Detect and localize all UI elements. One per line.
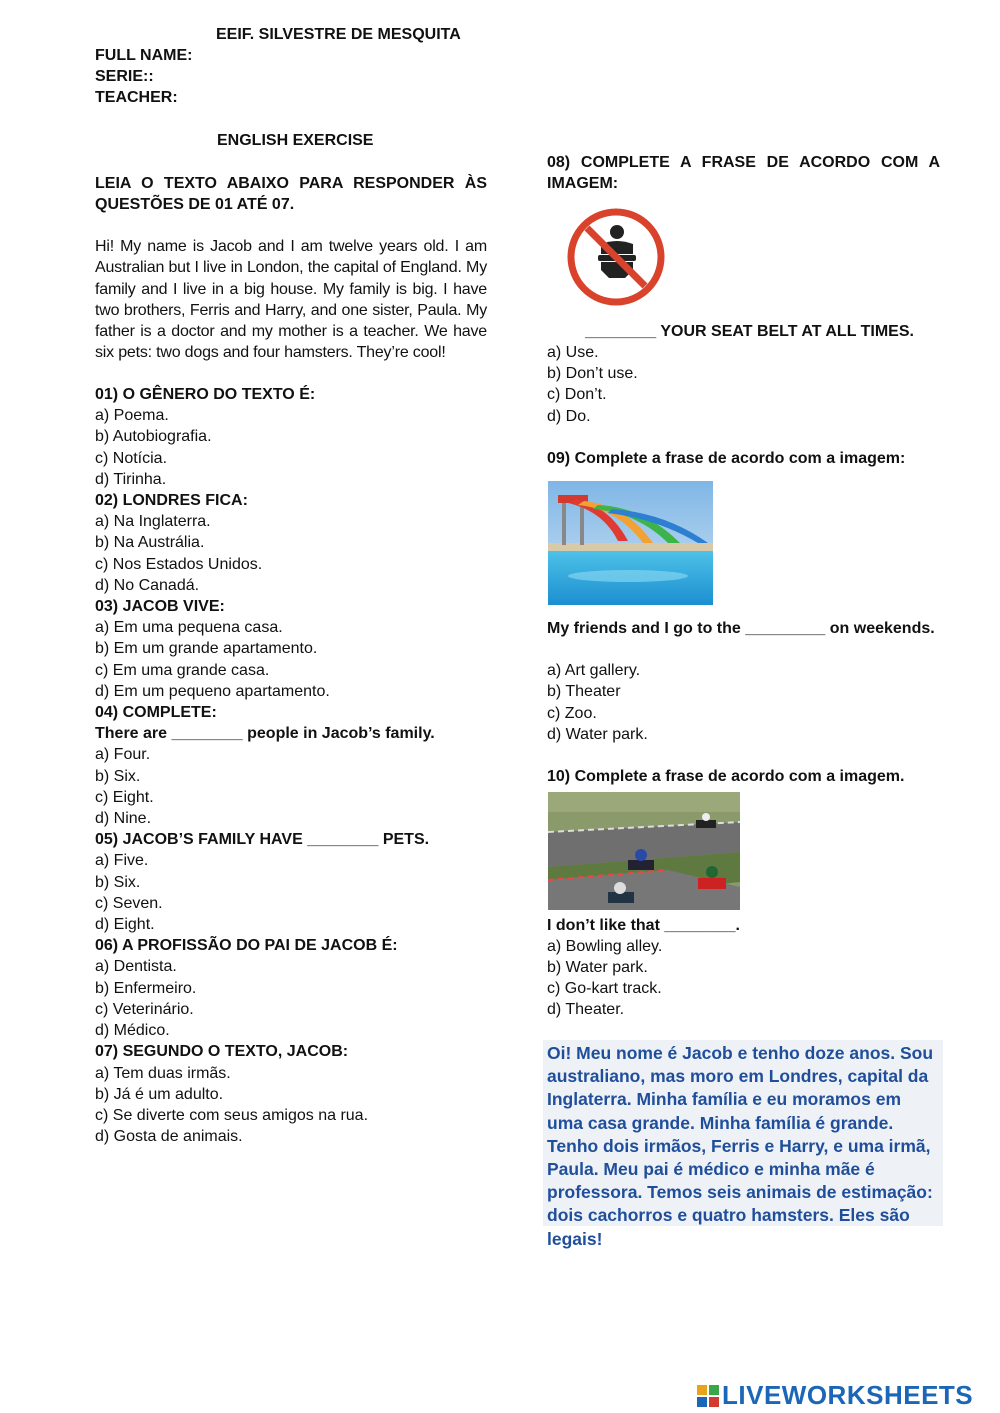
question-10-title: 10) Complete a frase de acordo com a imagem. — [547, 768, 905, 785]
question-prompt: There are ________ people in Jacob’s family. — [95, 725, 435, 743]
option[interactable]: a) Bowling alley. — [547, 938, 663, 955]
question-09-prompt: My friends and I go to the _________ on weekends. — [547, 620, 935, 637]
option[interactable]: c) Don’t. — [547, 386, 607, 403]
liveworksheets-logo[interactable] — [697, 1380, 973, 1411]
option[interactable]: c) Veterinário. — [95, 1000, 194, 1018]
question-09-title: 09) Complete a frase de acordo com a imagem: — [547, 450, 906, 467]
option[interactable]: a) Tem duas irmãs. — [95, 1064, 231, 1082]
option[interactable]: c) Seven. — [95, 894, 163, 912]
question-title: 05) JACOB’S FAMILY HAVE ________ PETS. — [95, 831, 430, 849]
question-10-prompt: I don’t like that ________. — [547, 917, 740, 934]
option[interactable]: a) Art gallery. — [547, 662, 641, 679]
question-01 — [95, 384, 495, 490]
option[interactable]: d) No Canadá. — [95, 576, 200, 594]
question-08-prompt: ________ YOUR SEAT BELT AT ALL TIMES. — [585, 323, 914, 340]
option[interactable]: c) Zoo. — [547, 705, 597, 722]
question-title: 02) LONDRES FICA: — [95, 492, 248, 510]
logo-text: LIVEWORKSHEETS — [722, 1380, 974, 1410]
question-title: 01) O GÊNERO DO TEXTO É: — [95, 386, 316, 403]
option[interactable]: d) Tirinha. — [95, 470, 167, 488]
liveworksheets-logo-icon — [697, 1383, 719, 1405]
option[interactable]: a) Five. — [95, 852, 149, 870]
option[interactable]: b) Don’t use. — [547, 365, 638, 382]
left-questions — [95, 384, 495, 1147]
option[interactable]: d) Em um pequeno apartamento. — [95, 682, 330, 700]
go-kart-track-image — [548, 792, 740, 910]
school-name: EEIF. SILVESTRE DE MESQUITA — [216, 26, 461, 43]
option[interactable]: c) Se diverte com seus amigos na rua. — [95, 1106, 369, 1124]
question-title: 07) SEGUNDO O TEXTO, JACOB: — [95, 1043, 349, 1061]
question-title: 04) COMPLETE: — [95, 704, 217, 722]
serie-label: SERIE:: — [95, 68, 154, 85]
question-07 — [95, 1041, 495, 1147]
question-04 — [95, 702, 495, 829]
option[interactable]: c) Go-kart track. — [547, 980, 662, 997]
option[interactable]: b) Autobiografia. — [95, 428, 212, 446]
option[interactable]: b) Enfermeiro. — [95, 979, 197, 997]
option[interactable]: d) Theater. — [547, 1001, 625, 1018]
question-06 — [95, 935, 495, 1041]
option[interactable]: b) Water park. — [547, 959, 648, 976]
option[interactable]: b) Já é um adulto. — [95, 1085, 224, 1103]
option[interactable]: a) Four. — [95, 746, 151, 764]
question-title: 03) JACOB VIVE: — [95, 598, 225, 616]
option[interactable]: b) Six. — [95, 767, 141, 785]
option[interactable]: c) Notícia. — [95, 449, 168, 467]
full-name-label: FULL NAME: — [95, 47, 193, 64]
option[interactable]: a) Poema. — [95, 407, 169, 425]
option[interactable]: d) Médico. — [95, 1022, 170, 1040]
translation-text: Oi! Meu nome é Jacob e tenho doze anos. Sou australiano, mas moro em Londres, capital da Inglaterra. Minha família e eu moramos em uma casa grande. Minha família é grande. Tenho dois irmãos, Ferris e Harry, e uma irmã, Paula. Meu pai é médico e minha mãe é professora. Temos seis animais de estimação: dois cachorros e quatro hamsters. Eles são legais! — [543, 1040, 943, 1226]
option[interactable]: a) Na Inglaterra. — [95, 513, 211, 531]
option[interactable]: d) Do. — [547, 408, 591, 425]
question-02 — [95, 490, 495, 596]
option[interactable]: a) Em uma pequena casa. — [95, 619, 283, 637]
teacher-label: TEACHER: — [95, 89, 178, 106]
option[interactable]: b) Na Austrália. — [95, 534, 205, 552]
option[interactable]: b) Six. — [95, 873, 141, 891]
option[interactable]: b) Em um grande apartamento. — [95, 640, 318, 658]
option[interactable]: a) Use. — [547, 344, 599, 361]
reading-instruction: LEIA O TEXTO ABAIXO PARA RESPONDER ÀS QUESTÕES DE 01 ATÉ 07. — [95, 175, 487, 213]
option[interactable]: b) Theater — [547, 683, 621, 700]
option[interactable]: c) Em uma grande casa. — [95, 661, 270, 679]
no-seatbelt-sign-icon — [567, 208, 665, 306]
question-08-title: 08) COMPLETE A FRASE DE ACORDO COM A IMAGEM: — [547, 154, 940, 192]
question-title: 06) A PROFISSÃO DO PAI DE JACOB É: — [95, 937, 398, 955]
exercise-title: ENGLISH EXERCISE — [217, 132, 374, 149]
option[interactable]: d) Water park. — [547, 726, 648, 743]
question-03 — [95, 596, 495, 702]
option[interactable]: c) Eight. — [95, 788, 154, 806]
option[interactable]: d) Eight. — [95, 916, 155, 934]
option[interactable]: c) Nos Estados Unidos. — [95, 555, 263, 573]
reading-text: Hi! My name is Jacob and I am twelve years old. I am Australian but I live in London, the capital of England. My family and I live in a big house. My family is big. I have two brothers, Ferris and Harry, and one sister, Paula. My father is a doctor and my mother is a teacher. We have six pets: two dogs and four hamsters. They’re cool! — [95, 238, 487, 362]
question-05 — [95, 829, 495, 935]
option[interactable]: a) Dentista. — [95, 958, 177, 976]
option[interactable]: d) Nine. — [95, 810, 152, 828]
option[interactable]: d) Gosta de animais. — [95, 1128, 243, 1146]
water-park-image — [548, 481, 713, 605]
